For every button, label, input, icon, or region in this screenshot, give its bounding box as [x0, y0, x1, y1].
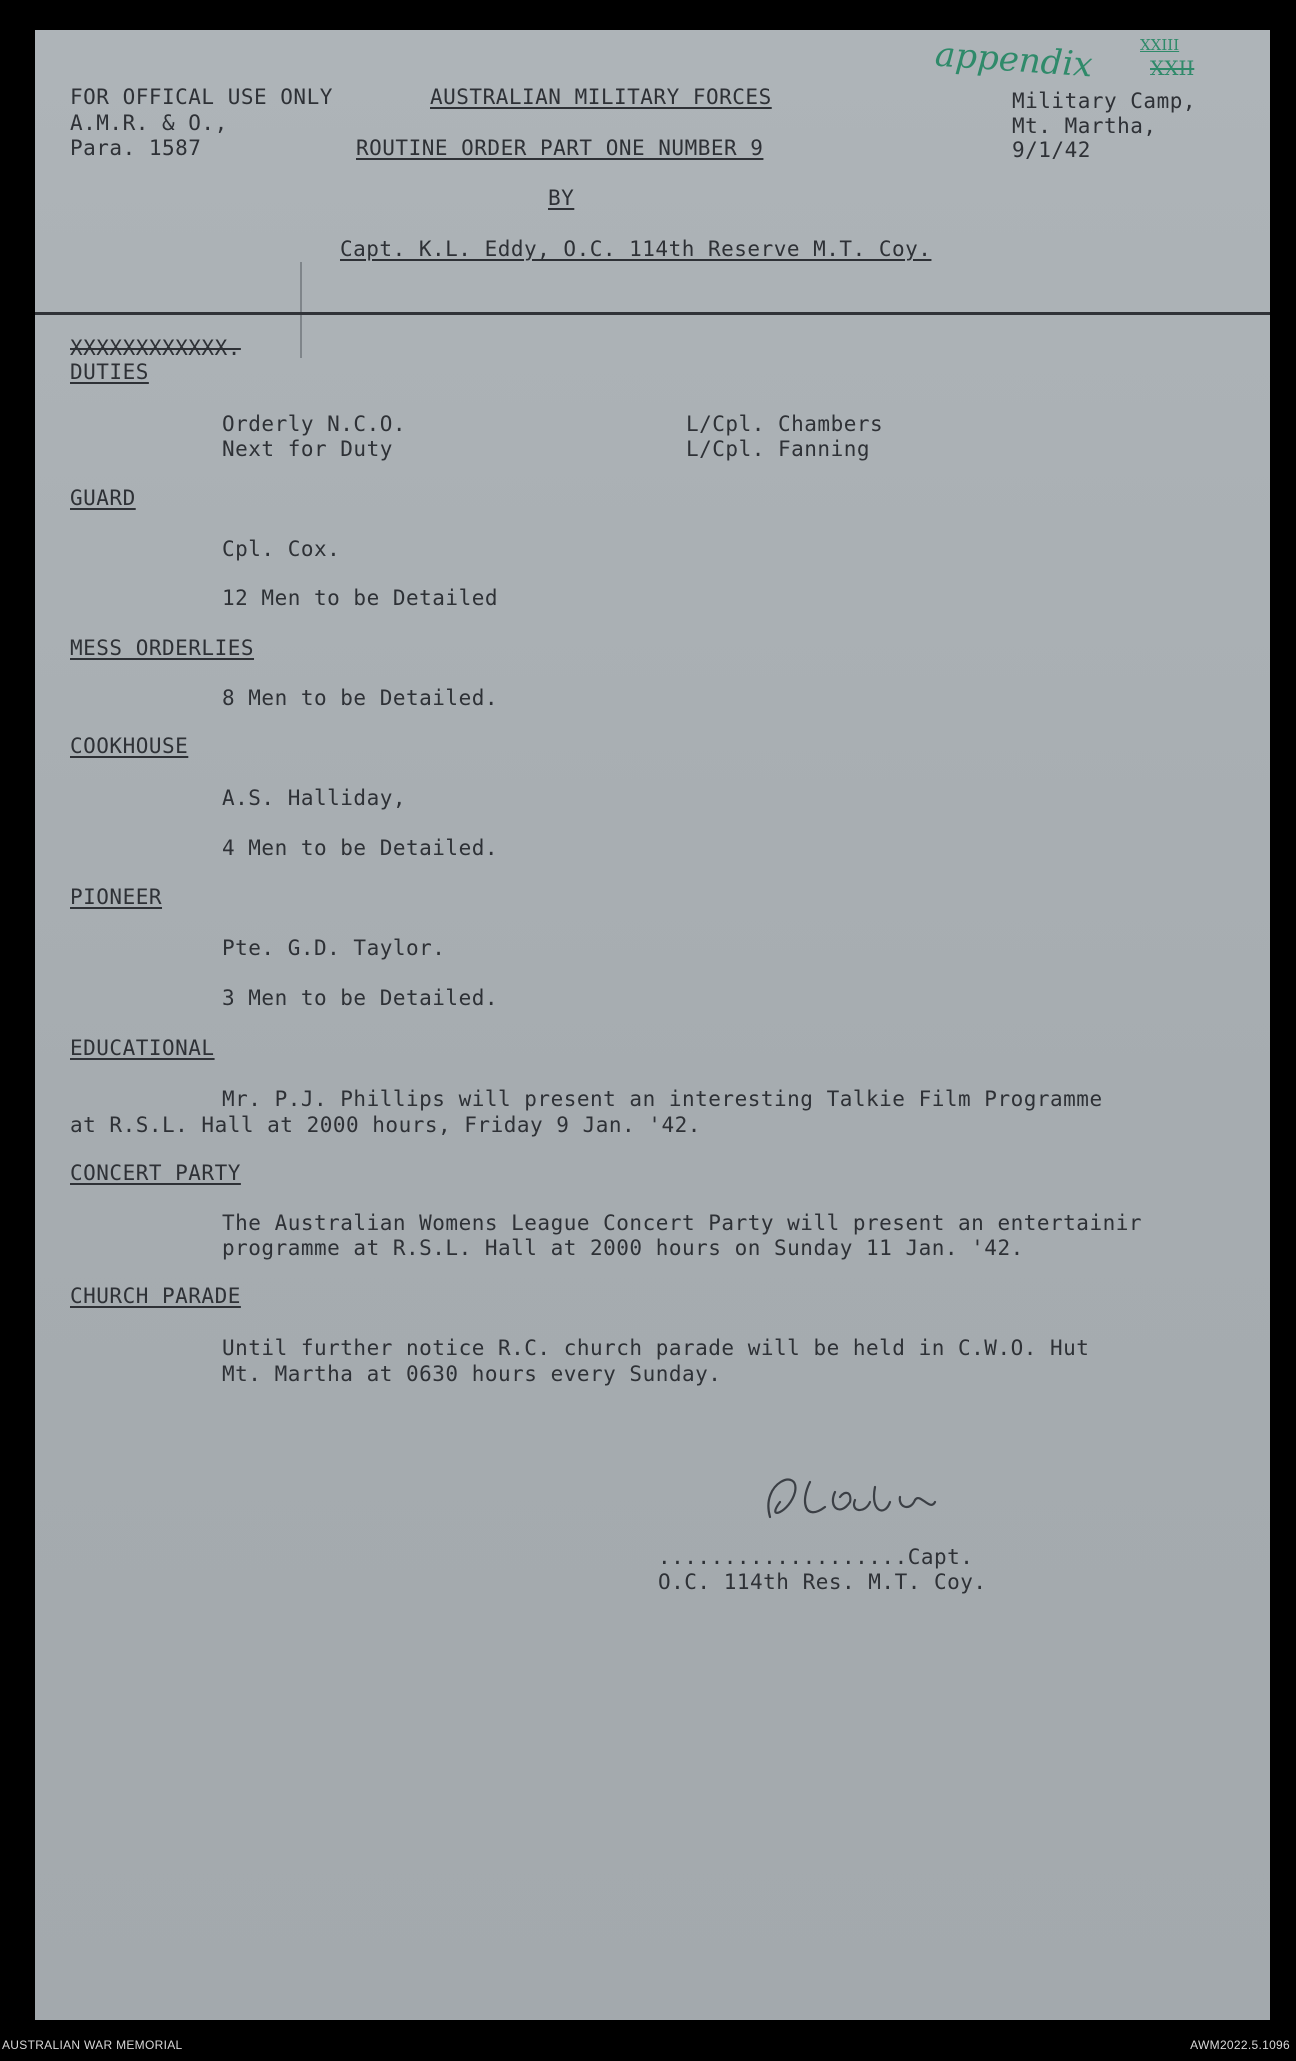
document-page: [35, 30, 1270, 2020]
official-use-line: FOR OFFICAL USE ONLY: [70, 85, 333, 109]
cookhouse-line-2: 4 Men to be Detailed.: [222, 836, 499, 860]
footer-institution: AUSTRALIAN WAR MEMORIAL: [2, 2038, 183, 2052]
amr-line: A.M.R. & O.,: [70, 111, 228, 135]
by-line: BY: [548, 186, 575, 210]
location-town: Mt. Martha,: [1012, 114, 1157, 138]
church-heading: CHURCH PARADE: [70, 1284, 241, 1308]
duty-name-2: L/Cpl. Fanning: [686, 437, 871, 461]
duty-name-1: L/Cpl. Chambers: [686, 412, 884, 436]
pioneer-line-1: Pte. G.D. Taylor.: [222, 936, 446, 960]
header-rule: [35, 312, 1270, 315]
signature-unit-line: O.C. 114th Res. M.T. Coy.: [658, 1570, 987, 1594]
educational-line-1: Mr. P.J. Phillips will present an interesting Talkie Film Programme: [222, 1087, 1103, 1111]
cookhouse-line-1: A.S. Halliday,: [222, 786, 407, 810]
routine-order-title: ROUTINE ORDER PART ONE NUMBER 9: [356, 136, 764, 160]
cookhouse-heading: COOKHOUSE: [70, 734, 189, 758]
forces-title: AUSTRALIAN MILITARY FORCES: [430, 85, 772, 109]
educational-heading: EDUCATIONAL: [70, 1036, 215, 1060]
footer-accession: AWM2022.5.1096: [1190, 2038, 1290, 2052]
pioneer-heading: PIONEER: [70, 885, 163, 909]
signature-mark: [740, 1462, 950, 1532]
guard-heading: GUARD: [70, 486, 136, 510]
church-line-1: Until further notice R.C. church parade will be held in C.W.O. Hut: [222, 1336, 1090, 1360]
duty-role-1: Orderly N.C.O.: [222, 412, 407, 436]
struck-heading: XXXXXXXXXXXX.: [70, 336, 241, 360]
duty-role-2: Next for Duty: [222, 437, 393, 461]
captain-line: Capt. K.L. Eddy, O.C. 114th Reserve M.T. Coy.: [340, 237, 932, 261]
concert-line-1: The Australian Womens League Concert Party will present an entertainir: [222, 1211, 1143, 1235]
location-date: 9/1/42: [1012, 138, 1091, 162]
appendix-handwriting: appendix: [933, 34, 1094, 86]
concert-heading: CONCERT PARTY: [70, 1161, 241, 1185]
church-line-2: Mt. Martha at 0630 hours every Sunday.: [222, 1362, 722, 1386]
guard-line-2: 12 Men to be Detailed: [222, 586, 499, 610]
appendix-struck-number: XXII: [1150, 56, 1195, 80]
pioneer-line-2: 3 Men to be Detailed.: [222, 986, 499, 1010]
duties-heading: DUTIES: [70, 360, 149, 384]
location-camp: Military Camp,: [1012, 89, 1197, 113]
concert-line-2: programme at R.S.L. Hall at 2000 hours on Sunday 11 Jan. '42.: [222, 1236, 1024, 1260]
educational-line-2: at R.S.L. Hall at 2000 hours, Friday 9 Jan. '42.: [70, 1113, 701, 1137]
mess-heading: MESS ORDERLIES: [70, 636, 255, 660]
mess-line-1: 8 Men to be Detailed.: [222, 686, 499, 710]
appendix-number: XXIII: [1140, 36, 1180, 54]
signature-dots-line: ...................Capt.: [658, 1545, 974, 1569]
guard-line-1: Cpl. Cox.: [222, 537, 341, 561]
margin-rule: [300, 262, 302, 358]
para-line: Para. 1587: [70, 136, 202, 160]
